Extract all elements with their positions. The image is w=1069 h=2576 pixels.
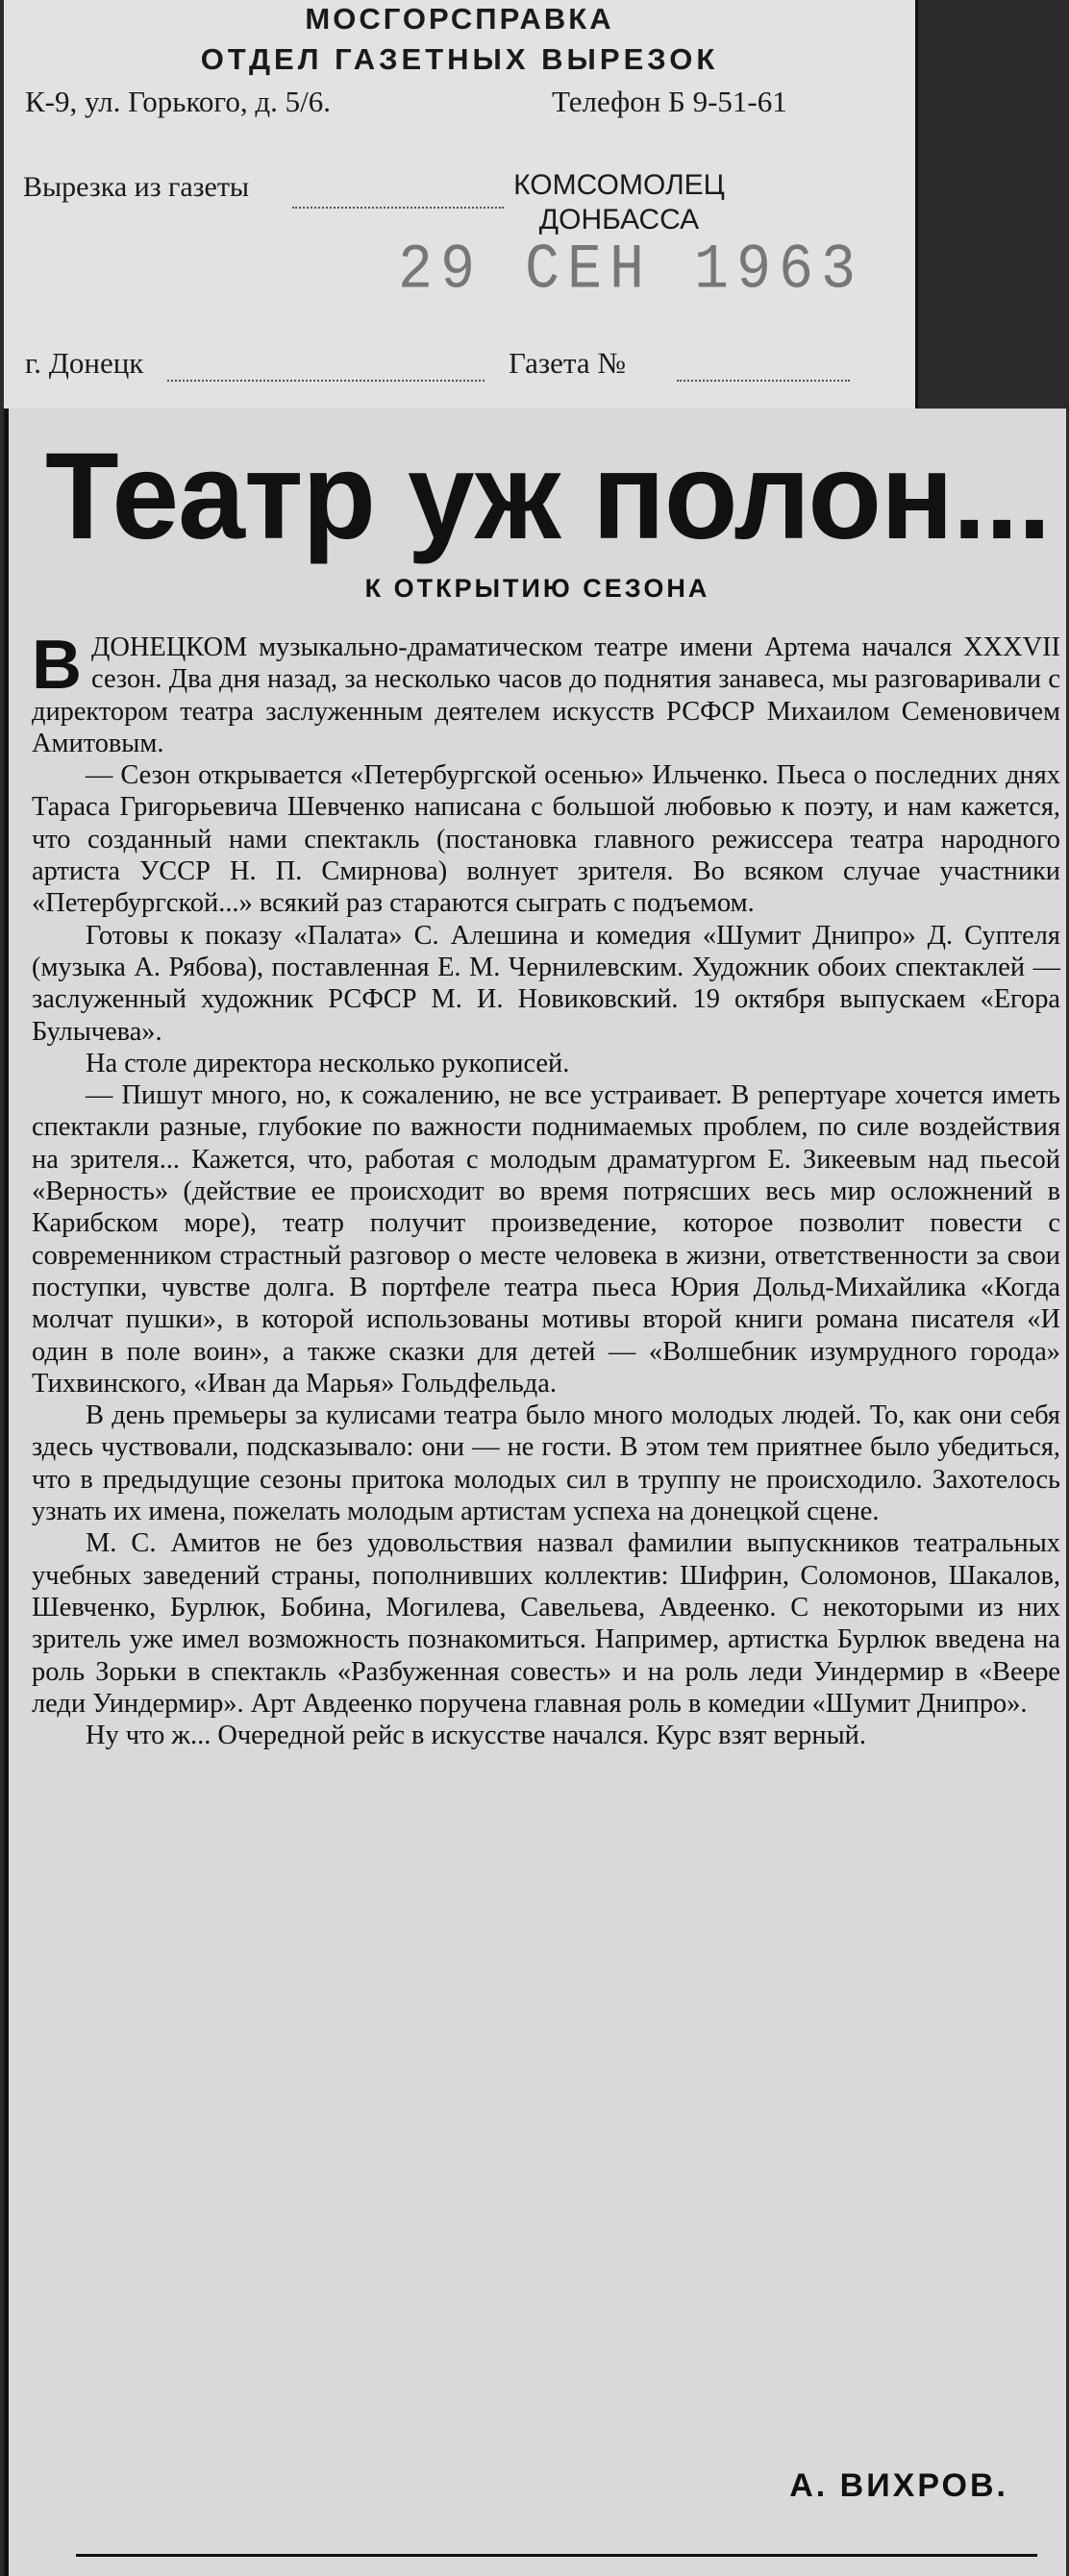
newspaper-name: КОМСОМОЛЕЦ ДОНБАССА xyxy=(513,169,725,235)
article-paragraph: В день премьеры за кулисами театра было много молодых людей. То, как они себя здесь чуствовали, подсказывало: они — не гости. В этом тем приятнее было убедиться, что в предыдущие сезоны притока молодых сил в труппу не происходило. Захотелось узнать их имена, пожелать молодым артистам успеха на донецкой сцене. xyxy=(32,1400,1060,1527)
author-signature: А. ВИХРОВ. xyxy=(789,2467,1008,2504)
dotted-fill-line xyxy=(677,380,850,382)
article-paragraph: На столе директора несколько рукописей. xyxy=(86,1048,570,1078)
article-paragraph: — Пишут много, но, к сожалению, не все устраивает. В репертуаре хочется иметь спектакли разные, глубокие по важности поднимаемых проблем, по силе воздействия на зрителя... Кажется, что, работая с молодым драматургом Е. Зикеевым над пьесой «Верность» (действие ее происходит во время потрясших весь мир осложнений в Карибском море), театр получит произведение, которое позволит повести с современником страстный разговор о месте человека в жизни, ответственности за свои поступки, чувстве долга. В портфеле театра пьеса Юрия Дольд-Михайлика «Когда молчат пушки», в которой использованы мотивы второй книги романа писателя «И один в поле воин», а также сказки для детей — «Волшебник изумрудного города» Тихвинского, «Иван да Марья» Гольдфельда. xyxy=(32,1080,1060,1399)
article-paragraph: Готовы к показу «Палата» С. Алешина и комедия «Шумит Днипро» Д. Суптеля (музыка А. Рябова), поставленная Е. М. Чернилевским. Художник обоих спектаклей — заслуженный художник РСФСР М. И. Новиковский. 19 октября выпускаем «Егора Булычева». xyxy=(32,920,1060,1047)
article-paragraph: — Сезон открывается «Петербургской осенью» Ильченко. Пьеса о последних днях Тараса Григорьевича Шевченко написана с большой любовью к поэту, и нам кажется, что созданный нами спектакль (постановка главного режиссера театра народного артиста УССР Н. П. Смирнова) волнует зрителя. Во всяком случае участники «Петербургской...» всякий раз стараются сыграть с подъемом. xyxy=(32,760,1060,919)
article-headline: Театр уж полон... xyxy=(45,428,1051,565)
department-name: ОТДЕЛ ГАЗЕТНЫХ ВЫРЕЗОК xyxy=(200,42,719,76)
article-body xyxy=(32,627,1060,1751)
newspaper-clipping xyxy=(4,409,1066,2576)
drop-cap: В xyxy=(32,627,82,704)
bottom-divider xyxy=(76,2554,1037,2557)
city-label: г. Донецк xyxy=(25,346,144,380)
article-paragraph: М. С. Амитов не без удовольствия назвал фамилии выпускников театральных учебных заведений страны, пополнивших коллектив: Шифрин, Соломонов, Шакалов, Шевченко, Бурлюк, Бобина, Могилева, Савельева, Авдеенко. С некоторыми из них зритель уже имел возможность познакомиться. Например, артистка Бурлюк введена на роль Зорьки в спектакль «Разбуженная совесть» и на роль леди Уиндермир в «Веере леди Уиндермир». Арт Авдеенко поручена главная роль в комедии «Шумит Днипро». xyxy=(32,1528,1060,1719)
bureau-name: МОСГОРСПРАВКА xyxy=(305,2,614,36)
article-paragraph: Ну что ж... Очередной рейс в искусстве начался. Курс взят верный. xyxy=(86,1721,866,1751)
article-subheadline: К ОТКРЫТИЮ СЕЗОНА xyxy=(364,574,710,603)
bureau-phone: Телефон Б 9-51-61 xyxy=(552,85,787,118)
gazeta-number-label: Газета № xyxy=(509,346,626,380)
bureau-address: К-9, ул. Горького, д. 5/6. xyxy=(25,85,332,118)
dotted-fill-line xyxy=(292,207,504,209)
date-stamp: 29 СЕН 1963 xyxy=(398,235,864,308)
clipping-bureau-slip xyxy=(4,0,918,409)
clipping-label: Вырезка из газеты xyxy=(23,171,250,203)
article-paragraph: ВДОНЕЦКОМ музыкально-драматическом театре имени Артема начался XXXVII сезон. Два дня назад, за несколько часов до поднятия занавеса, мы разговаривали с директором театра заслуженным деятелем искусств РСФСР Михаилом Семеновичем Амитовым. xyxy=(32,627,1060,758)
dotted-fill-line xyxy=(167,380,485,382)
